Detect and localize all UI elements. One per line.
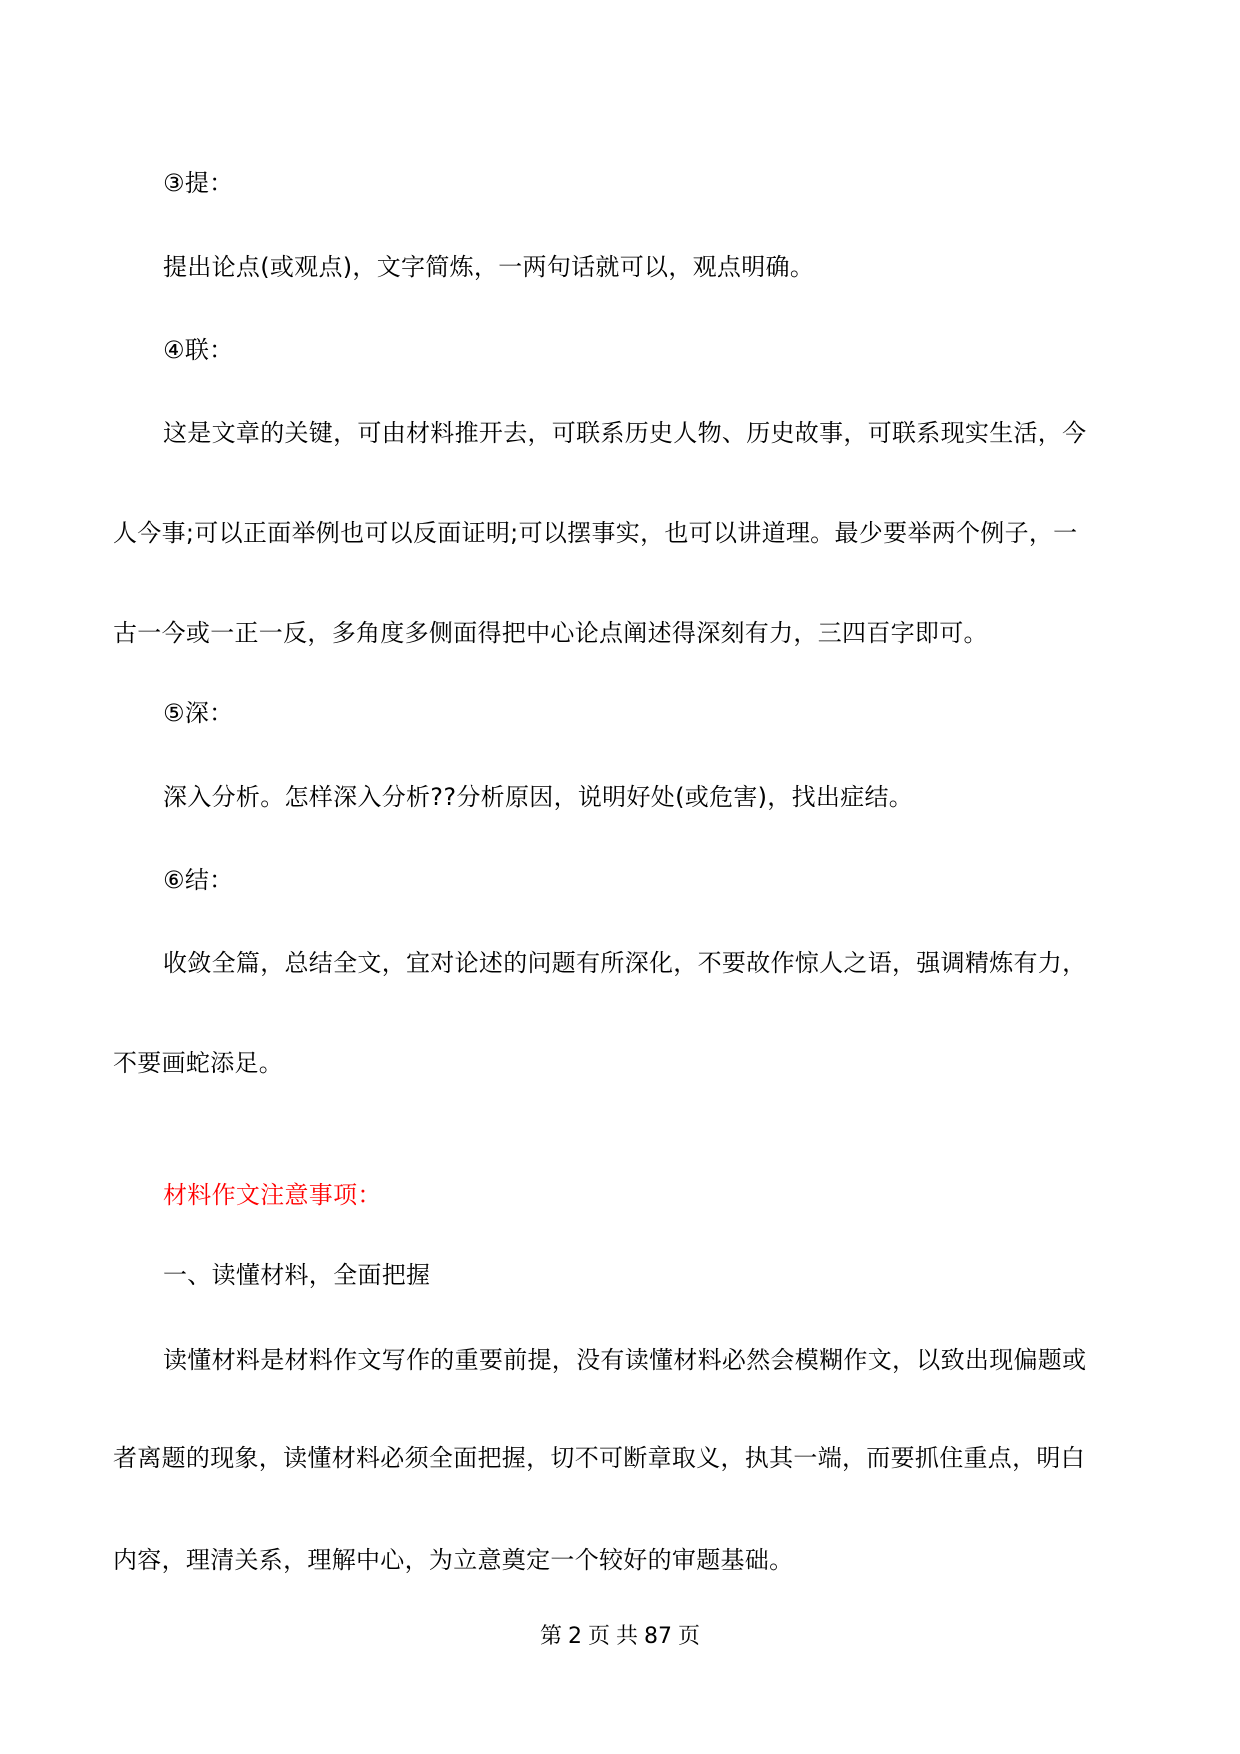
page-footer	[0, 1624, 1240, 1650]
paragraph-read-line-3: 内容，理清关系，理解中心，为立意奠定一个较好的审题基础。	[113, 1546, 794, 1574]
footer-current-page: 2	[567, 1624, 582, 1649]
footer-page-word: 页	[587, 1624, 610, 1649]
paragraph-read-line-1: 读懂材料是材料作文写作的重要前提，没有读懂材料必然会模糊作文，以致出现偏题或	[163, 1346, 1087, 1374]
paragraph-jie-line-2: 不要画蛇添足。	[113, 1049, 284, 1077]
section-label-shen: ⑤深：	[163, 699, 234, 727]
paragraph-lian-line-3: 古一今或一正一反，多角度多侧面得把中心论点阐述得深刻有力，三四百字即可。	[113, 619, 988, 647]
footer-prefix: 第	[539, 1624, 562, 1649]
section-label-lian: ④联：	[163, 336, 234, 364]
paragraph-lian-line-2: 人今事;可以正面举例也可以反面证明;可以摆事实，也可以讲道理。最少要举两个例子，一	[113, 519, 1078, 547]
section-heading-notes: 材料作文注意事项：	[163, 1181, 382, 1209]
footer-suffix: 页	[678, 1624, 701, 1649]
paragraph-read-line-2: 者离题的现象，读懂材料必须全面把握，切不可断章取义，执其一端，而要抓住重点，明白	[113, 1444, 1085, 1472]
paragraph-shen-body: 深入分析。怎样深入分析??分析原因，说明好处(或危害)，找出症结。	[163, 783, 914, 811]
subheading-read-material: 一、读懂材料，全面把握	[163, 1261, 431, 1289]
footer-total-word: 共	[616, 1624, 639, 1649]
paragraph-jie-line-1: 收敛全篇，总结全文，宜对论述的问题有所深化，不要故作惊人之语，强调精炼有力，	[163, 949, 1087, 977]
section-label-jie: ⑥结：	[163, 866, 234, 894]
footer-total-pages: 87	[644, 1624, 673, 1649]
section-label-ti: ③提：	[163, 169, 234, 197]
paragraph-ti-body: 提出论点(或观点)，文字简炼，一两句话就可以，观点明确。	[163, 253, 815, 281]
paragraph-lian-line-1: 这是文章的关键，可由材料推开去，可联系历史人物、历史故事，可联系现实生活，今	[163, 419, 1087, 447]
